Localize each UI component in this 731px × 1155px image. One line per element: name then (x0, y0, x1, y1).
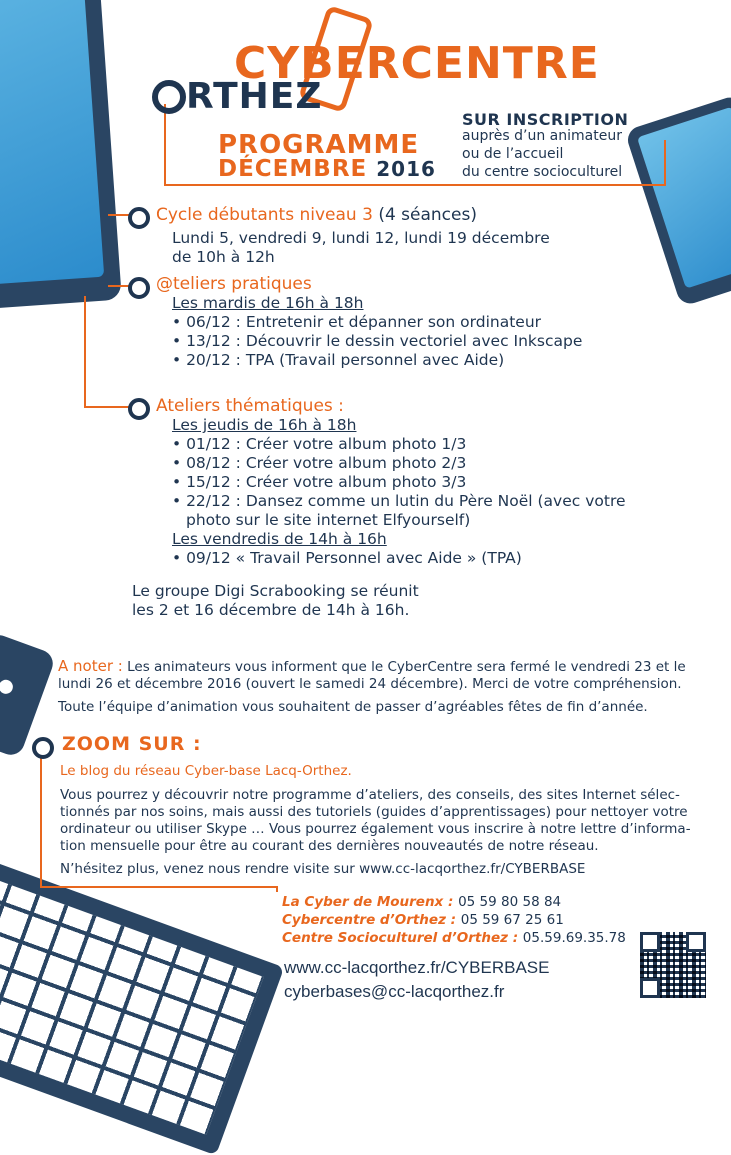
cycle-line: Lundi 5, vendredi 9, lundi 12, lundi 19 décembre (172, 229, 550, 247)
zoom-line (276, 886, 278, 892)
orthez-o-ring (152, 80, 186, 114)
list-item: • 01/12 : Créer votre album photo 1/3 (172, 435, 467, 453)
list-item: • 13/12 : Découvrir le dessin vectoriel avec Inkscape (172, 332, 583, 350)
contact-line: La Cyber de Mourenx : 05 59 80 58 84 (282, 894, 562, 910)
ateliers-thematiques-schedule: Les jeudis de 16h à 18h (172, 416, 357, 434)
inscription-line: du centre socioculturel (462, 164, 623, 180)
inscription-title: SUR INSCRIPTION (462, 110, 629, 129)
inscription-line: ou de l’accueil (462, 146, 564, 162)
zoom-paragraph-line: tionnés par nos soins, mais aussi des tutoriels (guides d’apprentissages) pour nettoyer votre (60, 804, 688, 820)
list-item: • 20/12 : TPA (Travail personnel avec Aide) (172, 351, 505, 369)
ateliers-pratiques-schedule: Les mardis de 16h à 18h (172, 294, 364, 312)
note-line: Toute l’équipe d’animation vous souhaitent de passer d’agréables fêtes de fin d’année. (58, 699, 648, 715)
programme-title: PROGRAMME (218, 130, 420, 160)
note-label: A noter : (58, 657, 123, 675)
tablet-illustration-right (624, 94, 731, 307)
cycle-title: Cycle débutants niveau 3 (4 séances) (156, 205, 477, 225)
header-frame-line (664, 140, 666, 186)
digi-line: les 2 et 16 décembre de 14h à 16h. (132, 601, 410, 619)
orthez-title: RTHEZ (186, 76, 323, 117)
zoom-line (40, 886, 276, 888)
zoom-paragraph-line: ordinateur ou utiliser Skype … Vous pourrez également vous inscrire à notre lettre d’informa- (60, 821, 691, 837)
section-bullet (32, 737, 54, 759)
list-item: • 06/12 : Entretenir et dépanner son ordinateur (172, 313, 542, 331)
section-bullet (128, 277, 150, 299)
year: 2016 (376, 157, 436, 181)
ateliers-thematiques-title: Ateliers thématiques : (156, 396, 344, 416)
list-item: • 08/12 : Créer votre album photo 2/3 (172, 454, 467, 472)
ateliers-pratiques-title: @teliers pratiques (156, 274, 312, 294)
zoom-visit-line: N’hésitez plus, venez nous rendre visite sur www.cc-lacqorthez.fr/CYBERBASE (60, 861, 586, 877)
digi-line: Le groupe Digi Scrabooking se réunit (132, 582, 419, 600)
inscription-line: auprès d’un animateur (462, 128, 622, 144)
header-frame-line (164, 184, 666, 186)
note-line: lundi 26 et décembre 2016 (ouvert le samedi 24 décembre). Merci de votre compréhension. (58, 676, 682, 692)
header-frame-line (164, 104, 166, 186)
list-item: • 22/12 : Dansez comme un lutin du Père Noël (avec votre (172, 492, 626, 510)
zoom-paragraph-line: Vous pourrez y découvrir notre programme d’ateliers, des conseils, des sites Internet sélec- (60, 787, 680, 803)
contact-line: Centre Socioculturel d’Orthez : 05.59.69.35.78 (282, 930, 626, 946)
timeline-line (84, 296, 86, 408)
month-title: DÉCEMBRE 2016 (218, 156, 436, 182)
contact-line: Cybercentre d’Orthez : 05 59 67 25 61 (282, 912, 564, 928)
list-item: • 09/12 « Travail Personnel avec Aide » (TPA) (172, 549, 522, 567)
website-link[interactable]: www.cc-lacqorthez.fr/CYBERBASE (284, 958, 550, 977)
list-item: • 15/12 : Créer votre album photo 3/3 (172, 473, 467, 491)
section-bullet (128, 398, 150, 420)
zoom-line (40, 750, 42, 887)
cybercentre-title: CYBERCENTRE (234, 38, 600, 89)
keyboard-illustration (0, 855, 284, 1155)
zoom-title: ZOOM SUR : (62, 733, 202, 755)
email-link[interactable]: cyberbases@cc-lacqorthez.fr (284, 982, 505, 1001)
cycle-line: de 10h à 12h (172, 248, 275, 266)
tablet-illustration (0, 0, 122, 310)
qr-code (640, 932, 706, 998)
section-bullet (128, 207, 150, 229)
zoom-paragraph-line: tion mensuelle pour être au courant des dernières nouveautés de notre réseau. (60, 838, 599, 854)
note-line: A noter : Les animateurs vous informent que le CyberCentre sera fermé le vendredi 23 et le (58, 657, 686, 675)
zoom-subtitle: Le blog du réseau Cyber-base Lacq-Orthez. (60, 763, 352, 779)
list-item: photo sur le site internet Elfyourself) (186, 511, 471, 529)
ateliers-thematiques-schedule: Les vendredis de 14h à 16h (172, 530, 387, 548)
